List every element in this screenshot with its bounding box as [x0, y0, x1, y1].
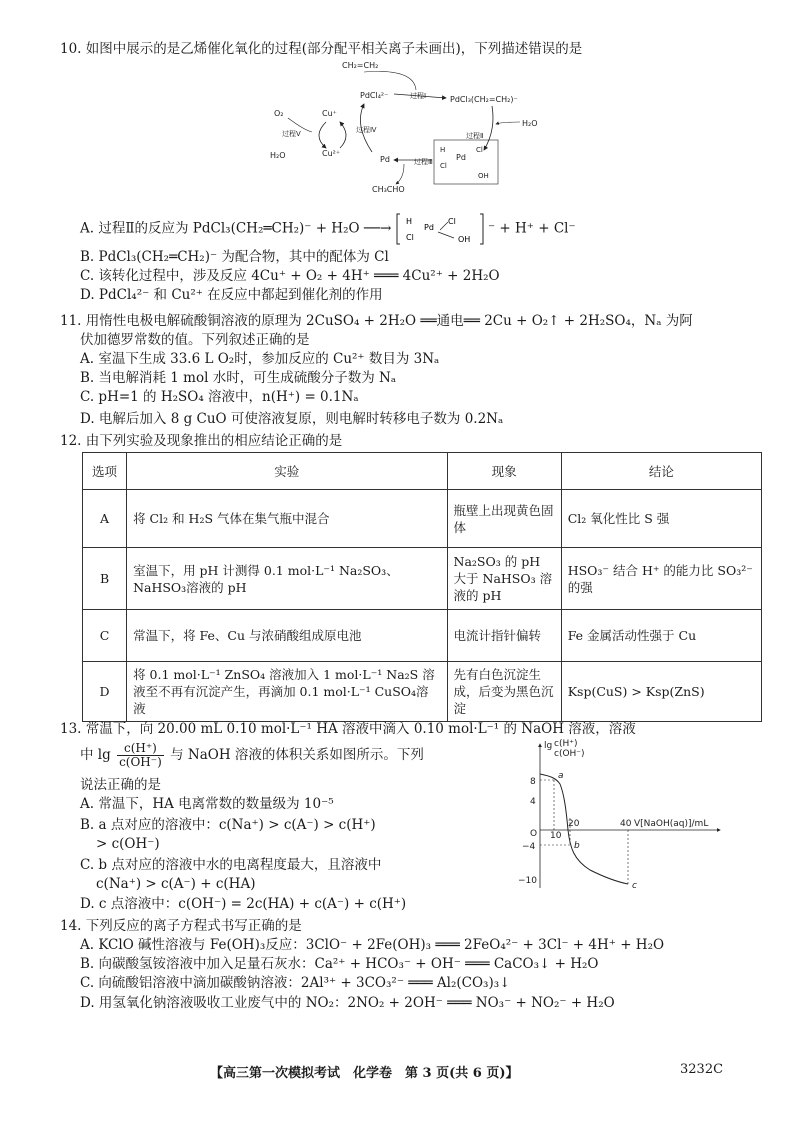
q14-option-c: C. 向硫酸铝溶液中滴加碳酸钠溶液：2Al³⁺ + 3CO₃²⁻ ═══ Al₂(CO₃)₃↓ [80, 975, 511, 991]
diag-ch3cho: CH₃CHO [372, 185, 405, 194]
q13-option-c-line2: c(Na⁺) > c(A⁻) + c(HA) [96, 876, 256, 892]
q12-experiment-table [82, 452, 762, 722]
titration-curve [540, 774, 628, 884]
row-c-option: C [83, 610, 127, 662]
q12-stem: 12. 由下列实验及现象推出的相应结论正确的是 [60, 433, 343, 449]
row-a-conclusion: Cl₂ 氧化性比 S 强 [561, 490, 761, 548]
diag-proc4: 过程Ⅳ [356, 126, 377, 134]
q11-stem-line1: 11. 用惰性电极电解硫酸铜溶液的原理为 2CuSO₄ + 2H₂O ══通电══ 2Cu + O₂↑ + 2H₂SO₄，Nₐ 为阿 [60, 313, 693, 329]
row-b-phenomenon: Na₂SO₃ 的 pH 大于 NaHSO₃ 溶液的 pH [447, 548, 561, 610]
tick-y0: O [530, 829, 538, 839]
a-cplx-h: H [405, 217, 412, 226]
diag-h2o: H₂O [522, 119, 538, 128]
footer-title: 【高三第一次模拟考试 化学卷 第 3 页(共 6 页)】 [210, 1066, 519, 1081]
point-b: b [574, 841, 580, 851]
header-phenomenon: 现象 [447, 453, 561, 490]
tick-x40: 40 [620, 819, 632, 829]
q14-option-b: B. 向碳酸氢铵溶液中加入足量石灰水：Ca²⁺ + HCO₃⁻ + OH⁻ ═══ CaCO₃↓ + H₂O [80, 956, 599, 972]
diag-proc1: 过程Ⅰ [410, 92, 427, 100]
q13-stem-pre: 中 lg [80, 747, 111, 763]
diag-pd-complex: Pd [456, 153, 466, 162]
q13-stem-line1: 13. 常温下，向 20.00 mL 0.10 mol·L⁻¹ HA 溶液中滴入 0.10 mol·L⁻¹ 的 NaOH 溶液，溶液 [60, 721, 636, 737]
q13-option-d: D. c 点溶液中：c(OH⁻) = 2c(HA) + c(A⁻) + c(H⁺) [80, 896, 407, 912]
q13-option-b-line1: B. a 点对应的溶液中：c(Na⁺) > c(A⁻) > c(H⁺) [80, 817, 376, 833]
a-cplx-cl2: Cl [447, 217, 456, 226]
q13-option-b-line2: > c(OH⁻) [96, 836, 160, 852]
tick-y8: 8 [530, 777, 536, 787]
q14-option-d: D. 用氢氧化钠溶液吸收工业废气中的 NO₂：2NO₂ + 2OH⁻ ═══ NO₃⁻ + NO₂⁻ + H₂O [80, 995, 615, 1011]
row-c-phenomenon: 电流计指针偏转 [447, 610, 561, 662]
q13-stem-line3: 说法正确的是 [80, 777, 161, 793]
q13-option-c-line1: C. b 点对应的溶液中水的电离程度最大，且溶液中 [80, 857, 382, 873]
a-cplx-pd: Pd [423, 223, 434, 232]
diag-cu2: Cu²⁺ [322, 149, 341, 158]
tick-y4: 4 [530, 797, 536, 807]
tick-yn10: −10 [518, 876, 537, 886]
row-d-option: D [83, 662, 127, 722]
row-d-conclusion: Ksp(CuS) > Ksp(ZnS) [561, 662, 761, 722]
diag-pdcl4: PdCl₄²⁻ [360, 91, 389, 100]
tick-x10: 10 [550, 831, 562, 841]
arrow-ch3cho [396, 164, 404, 184]
header-option: 选项 [83, 453, 127, 490]
footer-code: 3232C [680, 1062, 724, 1077]
row-a-phenomenon: 瓶壁上出现黄色固体 [447, 490, 561, 548]
table-header-row [83, 453, 762, 490]
a-cplx-oh: OH [457, 235, 471, 244]
q10-option-b: B. PdCl₃(CH₂═CH₂)⁻ 为配合物，其中的配体为 Cl [80, 249, 389, 265]
table-row [83, 610, 762, 662]
a-cplx-cl1: Cl [405, 233, 414, 242]
diag-pd: Pd [380, 155, 390, 164]
row-d-experiment: 将 0.1 mol·L⁻¹ ZnSO₄ 溶液加入 1 mol·L⁻¹ Na₂S 溶液至不再有沉淀产生，再滴加 0.1 mol·L⁻¹ CuSO₄溶液 [127, 662, 447, 722]
q13-frac-num: c(H⁺) [117, 742, 164, 756]
graph-xlabel: V[NaOH(aq)]/mL [634, 819, 709, 829]
diag-proc2: 过程Ⅱ [466, 132, 484, 140]
q13-option-a: A. 常温下，HA 电离常数的数量级为 10⁻⁵ [80, 796, 334, 812]
diag-cu-plus: Cu⁺ [322, 109, 337, 118]
q13-stem-line2 [80, 742, 424, 769]
graph-ylabel-den: c(OH⁻) [554, 749, 585, 759]
q13-frac-den: c(OH⁻) [119, 755, 162, 769]
q10-option-a [80, 212, 576, 246]
diag-h: H [440, 146, 446, 154]
q11-option-c: C. pH=1 的 H₂SO₄ 溶液中，n(H⁺) = 0.1Nₐ [80, 389, 359, 405]
arrow-water-in [496, 122, 520, 124]
diag-pdcl3: PdCl₃(CH₂=CH₂)⁻ [450, 95, 518, 104]
arrow-cu-reverse [340, 122, 346, 148]
q10-a-post: ⁻ + H⁺ + Cl⁻ [488, 220, 576, 237]
q11-option-b: B. 当电解消耗 1 mol 水时，可生成硫酸分子数为 Nₐ [80, 370, 397, 386]
q11-option-a: A. 室温下生成 33.6 L O₂时，参加反应的 Cu²⁺ 数目为 3Nₐ [80, 351, 440, 367]
q10-catalytic-cycle-diagram [264, 60, 564, 200]
q13-fraction [117, 742, 164, 769]
row-a-option: A [83, 490, 127, 548]
diag-cl1: Cl [440, 162, 447, 170]
arrow-proc2 [484, 106, 493, 150]
row-b-option: B [83, 548, 127, 610]
q11-stem-line2: 伏加德罗常数的值。下列叙述正确的是 [80, 332, 310, 348]
arrow-ethylene [364, 71, 416, 90]
q14-stem: 14. 下列反应的离子方程式书写正确的是 [60, 918, 302, 934]
q13-stem-post: 与 NaOH 溶液的体积关系如图所示。下列 [170, 747, 424, 763]
diag-proc3: 过程Ⅲ [414, 158, 433, 166]
table-row [83, 490, 762, 548]
q10-option-d: D. PdCl₄²⁻ 和 Cu²⁺ 在反应中都起到催化剂的作用 [80, 287, 383, 303]
row-a-experiment: 将 Cl₂ 和 H₂S 气体在集气瓶中混合 [127, 490, 447, 548]
row-d-phenomenon: 先有白色沉淀生成，后变为黑色沉淀 [447, 662, 561, 722]
q14-option-a: A. KClO 碱性溶液与 Fe(OH)₃反应：3ClO⁻ + 2Fe(OH)₃ ═══ 2FeO₄²⁻ + 3Cl⁻ + 4H⁺ + H₂O [80, 937, 665, 953]
diag-h2o-left: H₂O [270, 151, 286, 160]
tick-x20: 20 [568, 819, 580, 829]
diag-proc5: 过程Ⅴ [282, 130, 301, 138]
q10-a-complex-structure [396, 212, 484, 246]
diag-oh: OH [478, 172, 489, 180]
point-a: a [558, 771, 564, 781]
header-conclusion: 结论 [561, 453, 761, 490]
q10-stem: 10. 如图中展示的是乙烯催化氧化的过程(部分配平相关离子未画出)，下列描述错误的是 [60, 41, 583, 57]
point-c: c [632, 881, 637, 891]
diag-ethylene: CH₂=CH₂ [342, 61, 379, 70]
row-b-conclusion: HSO₃⁻ 结合 H⁺ 的能力比 SO₃²⁻ 的强 [561, 548, 761, 610]
table-row [83, 548, 762, 610]
q10-a-pre: A. 过程Ⅱ的反应为 PdCl₃(CH₂═CH₂)⁻ + H₂O ──→ [80, 220, 392, 237]
table-row [83, 662, 762, 722]
q11-option-d: D. 电解后加入 8 g CuO 可使溶液复原，则电解时转移电子数为 0.2Nₐ [80, 411, 504, 427]
row-c-conclusion: Fe 金属活动性强于 Cu [561, 610, 761, 662]
diag-o2: O₂ [274, 109, 284, 118]
header-experiment: 实验 [127, 453, 447, 490]
arrow-proc5 [319, 122, 326, 148]
graph-ylabel-pre: lg [544, 741, 553, 751]
row-c-experiment: 常温下，将 Fe、Cu 与浓硝酸组成原电池 [127, 610, 447, 662]
diag-cl2: Cl [476, 146, 483, 154]
tick-yn4: −4 [522, 842, 536, 852]
row-b-experiment: 室温下，用 pH 计测得 0.1 mol·L⁻¹ Na₂SO₃、NaHSO₃溶液的 pH [127, 548, 447, 610]
graph-ylabel-num: c(H⁺) [554, 739, 578, 749]
q13-titration-graph [510, 738, 730, 898]
q10-option-c: C. 该转化过程中，涉及反应 4Cu⁺ + O₂ + 4H⁺ ═══ 4Cu²⁺ + 2H₂O [80, 268, 500, 284]
